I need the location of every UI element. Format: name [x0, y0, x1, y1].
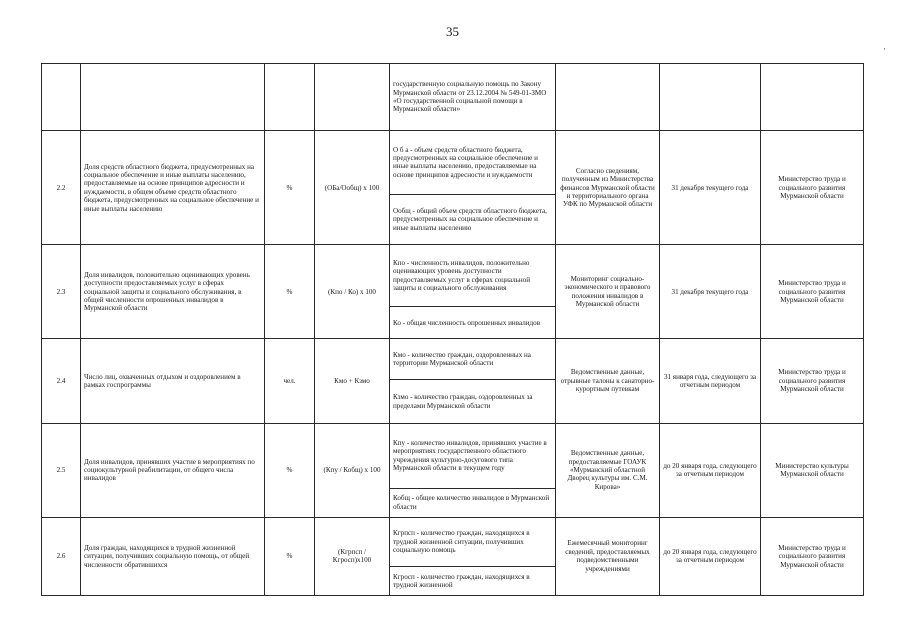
cell-component: О б а - объем средств областного бюджета, предусмотренных на социальное обеспечение и иные выплаты населению, предоставляемые на основе принципов адресности и нуждаемости [390, 131, 556, 195]
cell-source: Ведомственные данные, предоставляемые ГОАУК «Мурманский областной Дворец культуры им. С.М. Кирова» [556, 423, 660, 517]
cell-responsible: Министерство труда и социального развития Мурманской области [761, 517, 864, 595]
cell-formula: (Кпо / Ко) х 100 [315, 245, 390, 339]
cell-name: Доля граждан, находящихся в трудной жизненной ситуации, получивших социальную помощь, от общей численности обратившихся [81, 517, 265, 595]
cell-responsible: Министерство культуры Мурманской области [761, 423, 864, 517]
cell-deadline [660, 64, 761, 131]
cell-component: Кгрпсп - количество граждан, находящихся в трудной жизненной ситуации, получивших социальную помощь [390, 517, 556, 566]
table-row [42, 245, 864, 307]
table-row-continuation [42, 64, 864, 131]
cell-component: Кпу - количество инвалидов, принявших участие в мероприятиях государственного областного учреждения культурно-досугового типа Мурманской области в текущем году [390, 423, 556, 488]
cell-deadline: 31 декабря текущего года [660, 245, 761, 339]
cell-responsible: Министерство труда и социального развития Мурманской области [761, 245, 864, 339]
cell-unit: % [265, 245, 315, 339]
table-row [42, 517, 864, 566]
cell-unit: % [265, 517, 315, 595]
cell-formula: (ОБа/Ообщ) х 100 [315, 131, 390, 245]
cell-source: Согласно сведениям, полученным из Министерства финансов Мурманской области и территориального органа УФК по Мурманской области [556, 131, 660, 245]
cell-formula [315, 64, 390, 131]
cell-name: Число лиц, охваченных отдыхом и оздоровлением в рамках госпрограммы [81, 339, 265, 424]
cell-component: государственную социальную помощь по Закону Мурманской области от 23.12.2004 № 549-01-ЗМО «О государственной социальной помощи в Мурманской области» [390, 64, 556, 131]
cell-deadline: 31 января года, следующего за отчетным периодом [660, 339, 761, 424]
cell-responsible: Министерство труда и социального развития Мурманской области [761, 339, 864, 424]
cell-source: Мониторинг социально-экономического и правового положения инвалидов в Мурманской области [556, 245, 660, 339]
cell-num: 2.4 [42, 339, 81, 424]
cell-unit: % [265, 131, 315, 245]
cell-num: 2.2 [42, 131, 81, 245]
table-row [42, 131, 864, 195]
cell-name: Доля инвалидов, принявших участие в мероприятиях по социокультурной реабилитации, от общего числа инвалидов [81, 423, 265, 517]
cell-num [42, 64, 81, 131]
cell-deadline: 31 декабря текущего года [660, 131, 761, 245]
cell-component: Кгросп - количество граждан, находящихся в трудной жизненной [390, 567, 556, 596]
cell-source: Ведомственные данные, отрывные талоны к санаторно-курортным путевкам [556, 339, 660, 424]
table-row [42, 423, 864, 488]
cell-num: 2.5 [42, 423, 81, 517]
cell-component: Ообщ - общий объем средств областного бюджета, предусмотренных на социальное обеспечение и иные выплаты населению [390, 194, 556, 245]
cell-name [81, 64, 265, 131]
cell-component: Ко - общая численность опрошенных инвалидов [390, 307, 556, 339]
cell-name: Доля средств областного бюджета, предусмотренных на социальное обеспечение и иные выплаты населению, предоставляемые на основе принципов адресности и нуждаемости, в общем объеме средств областного бюджета, предусмотренных на социальное обеспечение и иные выплаты населению [81, 131, 265, 245]
cell-component: Кпо - численность инвалидов, положительно оценивающих уровень доступности предоставляемых услуг в сферах социальной защиты и социального обслуживания [390, 245, 556, 307]
page-number: 35 [446, 24, 459, 39]
table-row [42, 339, 864, 380]
corner-mark: · [883, 44, 886, 54]
cell-source [556, 64, 660, 131]
cell-unit: % [265, 423, 315, 517]
cell-component: Кобщ - общее количество инвалидов в Мурманской области [390, 488, 556, 517]
cell-formula: (Кпу / Кобщ) х 100 [315, 423, 390, 517]
cell-responsible [761, 64, 864, 131]
cell-formula: Кмо + Кзмо [315, 339, 390, 424]
cell-unit [265, 64, 315, 131]
cell-num: 2.6 [42, 517, 81, 595]
cell-formula: (Кгрпсп / Кгросп)х100 [315, 517, 390, 595]
cell-component: Кзмо - количество граждан, оздоровленных за пределами Мурманской области [390, 380, 556, 423]
cell-unit: чел. [265, 339, 315, 424]
cell-source: Ежемесячный мониторинг сведений, предоставляемых подведомственными учреждениями [556, 517, 660, 595]
cell-deadline: до 20 января года, следующего за отчетным периодом [660, 423, 761, 517]
cell-component: Кмо - количество граждан, оздоровленных на территории Мурманской области [390, 339, 556, 380]
cell-num: 2.3 [42, 245, 81, 339]
indicators-table [41, 63, 864, 596]
cell-deadline: до 20 января года, следующего за отчетным периодом [660, 517, 761, 595]
cell-name: Доля инвалидов, положительно оценивающих уровень доступности предоставляемых услуг в сферах социальной защиты и социального обслуживания, в общей численности опрошенных инвалидов в Мурманской области [81, 245, 265, 339]
cell-responsible: Министерство труда и социального развития Мурманской области [761, 131, 864, 245]
